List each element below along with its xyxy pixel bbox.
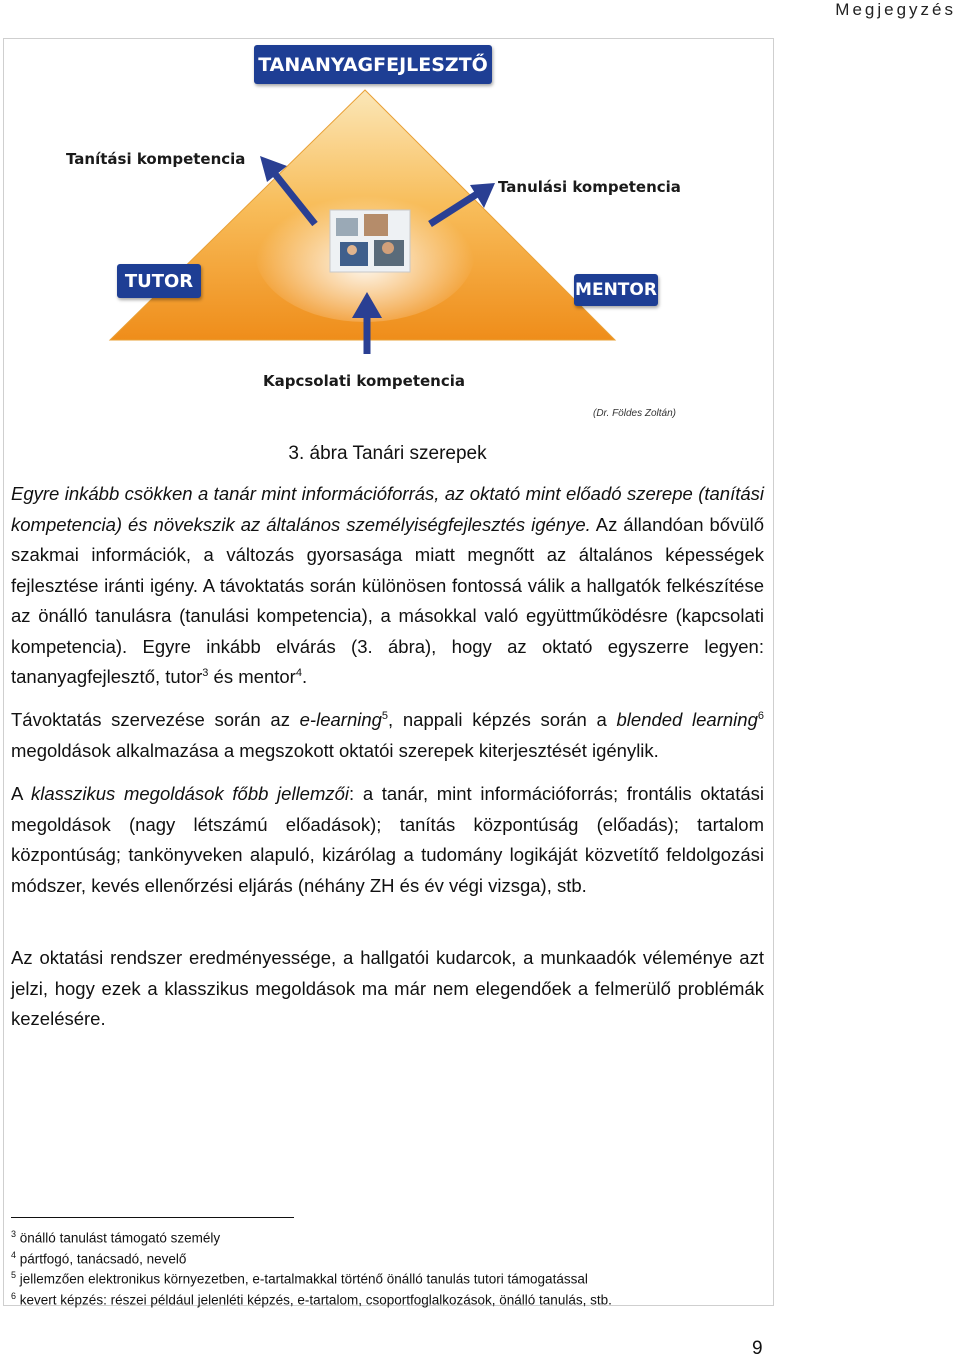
mentor-box: MENTOR (574, 274, 658, 306)
footnote-4 (11, 1247, 771, 1268)
p2-a: Távoktatás szervezése során az (11, 709, 300, 730)
footnote-num: 4 (11, 1249, 17, 1260)
running-header: Megjegyzés (835, 0, 956, 19)
tutor-box: TUTOR (117, 264, 201, 298)
people-photo (330, 210, 410, 272)
footnote-ref-4: 4 (295, 666, 302, 679)
footnote-num: 6 (11, 1290, 17, 1301)
footnote-num: 5 (11, 1270, 17, 1280)
kapcsolati-kompetencia-label: Kapcsolati kompetencia (263, 372, 466, 390)
p1-end: . (301, 666, 308, 687)
p1-mid: és mentor (208, 666, 296, 687)
footnote-text: jellemzően elektronikus környezetben, e-tartalmakkal történő önálló tanulás tutori támogatással (19, 1271, 588, 1287)
tanitasi-kompetencia-label: Tanítási kompetencia (66, 150, 246, 168)
paragraph-3 (11, 779, 764, 901)
footnote-text: kevert képzés: részei például jelenléti képzés, e-tartalom, csoportfoglalkozások, önálló tanulás, stb. (19, 1292, 612, 1307)
p3-italic: klasszikus megoldások főbb jellemzői (31, 783, 350, 804)
tananyagfejleszto-box: TANANYAGFEJLESZTŐ (254, 45, 492, 84)
page-number: 9 (752, 1338, 763, 1359)
figure-credit: (Dr. Földes Zoltán) (593, 408, 676, 419)
footnote-3 (11, 1226, 771, 1247)
footnote-ref-3: 3 (202, 666, 209, 679)
p2-elearning: e-learning (299, 709, 382, 730)
footnote-text: pártfogó, tanácsadó, nevelő (19, 1251, 187, 1266)
footnote-6 (11, 1288, 771, 1309)
p3-b: : a tanár, mint információforrás; frontális oktatási megoldások (nagy létszámú előadások); tanítás központúság (előadás); tartalom központúság; tankönyveken alapuló, kizárólag a tudomány logikáját közvetítő feldolgozási módszer, kevés ellenőrzési eljárás (néhány ZH és év végi vizsga), stb. (11, 783, 764, 896)
figure-caption: 3. ábra Tanári szerepek (288, 443, 487, 464)
tanulasi-kompetencia-label: Tanulási kompetencia (498, 178, 681, 196)
p2-c: megoldások alkalmazása a megszokott oktatói szerepek kiterjesztését igénylik. (11, 739, 659, 761)
p3-a: A (11, 783, 31, 804)
footnote-divider (11, 1217, 294, 1218)
footnote-num: 3 (11, 1229, 17, 1239)
p2-blended: blended learning (616, 709, 758, 730)
paragraph-4: Az oktatási rendszer eredményessége, a hallgatói kudarcok, a munkaadók véleménye azt jelzi, hogy ezek a klasszikus megoldások ma már nem elegendőek a felmerülő problémák kezelésére. (11, 947, 764, 1029)
p1-italic: Egyre inkább csökken a tanár mint információforrás, az oktató mint előadó szerepe (tanítási kompetencia) és növekszik az általános személyiségfejlesztés igénye. (11, 483, 764, 535)
paragraph-1 (11, 479, 764, 693)
footnotes (11, 1226, 771, 1308)
paragraph-2 (11, 705, 764, 766)
footnote-5 (11, 1267, 771, 1288)
p1-text2: A távoktatás során különösen fontossá válik a hallgatók felkészítése az önálló tanulásra (tanulási kompetencia), a másokkal való együttműködésre (kapcsolati kompetencia). Egyre inkább elvárás (3. ábra), hogy az oktató egyszerre legyen: tananyagfejlesztő, tutor (11, 574, 764, 687)
footnote-ref-5: 5 (381, 709, 389, 722)
teacher-roles-figure (10, 42, 770, 442)
footnote-text: önálló tanulást támogató személy (19, 1230, 221, 1246)
p1-text: Az állandóan bővülő szakmai információk, a változás gyorsasága miatt megnőtt az általános képességek fejlesztése iránti igény. (11, 513, 765, 596)
footnote-ref-6: 6 (757, 709, 764, 722)
p2-b: , nappali képzés során a (388, 709, 617, 730)
